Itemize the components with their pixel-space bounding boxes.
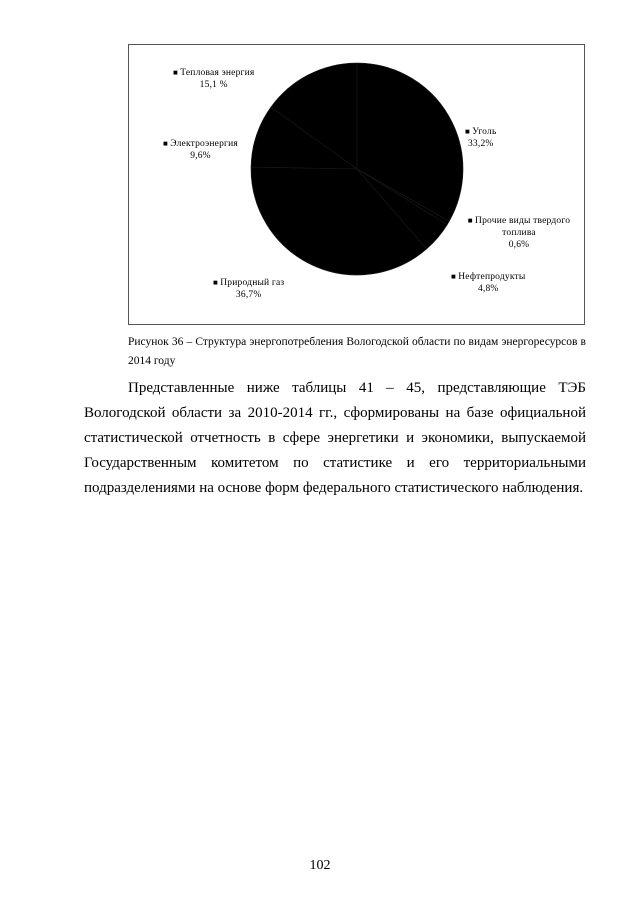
- figure-frame: [128, 44, 585, 325]
- data-label: 9,6%: [190, 151, 211, 161]
- legend-oil: [451, 271, 525, 295]
- data-label: 36,7%: [235, 290, 262, 300]
- legend-electricity: [163, 138, 238, 162]
- body-paragraph: Представленные ниже таблицы 41 – 45, представляющие ТЭБ Вологодской области за 2010-2014 гг., сформированы на базе официальной статистической отчетность в сфере энергетики и экономики, выпускаемой Государственным комитетом по статистике и его территориальными подразделениями на основе форм федерального статистического наблюдения.: [84, 380, 586, 496]
- data-label: 4,8%: [477, 284, 499, 294]
- legend-label: ■ Электроэнергия: [163, 139, 238, 149]
- legend-gas: [213, 277, 284, 301]
- page-number: 102: [309, 858, 331, 873]
- figure-caption: Рисунок 36 – Структура энергопотребления Вологодской области по видам энергоресурсов в 2014 году: [128, 336, 586, 367]
- legend-label: ■ Прочие виды твердого топлива: [468, 216, 570, 238]
- legend-label: ■ Уголь: [465, 127, 496, 137]
- data-label: 33,2%: [467, 139, 494, 149]
- legend-label: ■ Тепловая энергия: [173, 68, 254, 78]
- legend-label: ■ Нефтепродукты: [451, 272, 525, 282]
- legend-label: ■ Природный газ: [213, 278, 284, 288]
- data-label: 15,1 %: [199, 80, 228, 90]
- data-label: 0,6%: [508, 240, 530, 250]
- legend-heat: [173, 67, 254, 91]
- legend-coal: [465, 126, 496, 150]
- legend-solid-fuel: [464, 215, 574, 251]
